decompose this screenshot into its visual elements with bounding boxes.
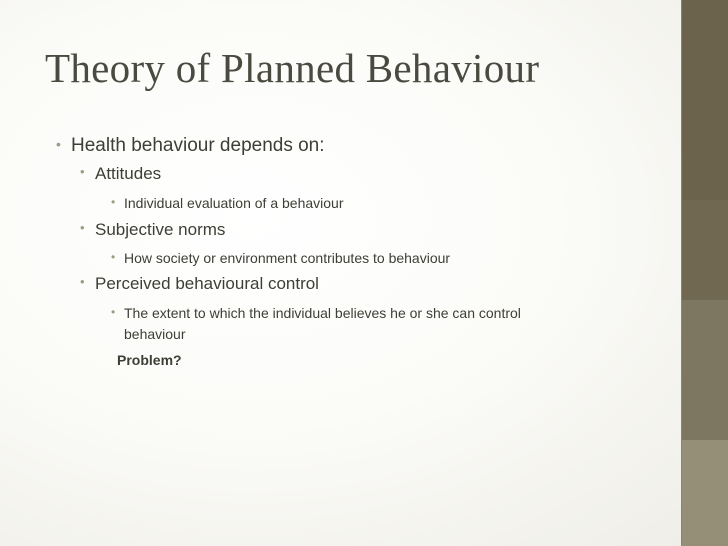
bullet-text: behaviour bbox=[124, 326, 186, 342]
bullet-item bbox=[56, 135, 325, 157]
bullet-dot-icon: • bbox=[111, 195, 116, 209]
bullet-continuation bbox=[124, 326, 186, 342]
bullet-dot-icon: • bbox=[80, 220, 85, 235]
bullet-dot-icon: • bbox=[56, 136, 61, 152]
bullet-text: Attitudes bbox=[95, 164, 162, 183]
bullet-text: Health behaviour depends on: bbox=[71, 135, 325, 156]
sidebar-block bbox=[682, 300, 728, 440]
bullet-text: Subjective norms bbox=[95, 220, 226, 239]
bullet-dot-icon: • bbox=[111, 305, 116, 319]
bullet-item bbox=[111, 195, 344, 211]
bullet-text: The extent to which the individual believes he or she can control bbox=[124, 305, 521, 321]
bullet-item bbox=[111, 250, 451, 266]
bullet-dot-icon: • bbox=[80, 164, 85, 179]
bullet-item bbox=[80, 220, 226, 240]
problem-label: Problem? bbox=[117, 352, 182, 368]
bullet-item bbox=[80, 274, 319, 294]
bullet-item bbox=[111, 305, 521, 321]
sidebar-block bbox=[682, 200, 728, 300]
sidebar-block bbox=[682, 440, 728, 546]
bullet-text: Perceived behavioural control bbox=[95, 274, 319, 293]
bullet-text: How society or environment contributes to behaviour bbox=[124, 250, 451, 266]
bullet-dot-icon: • bbox=[80, 274, 85, 289]
slide-title: Theory of Planned Behaviour bbox=[45, 45, 540, 91]
bullet-item bbox=[80, 164, 162, 184]
bullet-text: Individual evaluation of a behaviour bbox=[124, 195, 344, 211]
bullet-dot-icon: • bbox=[111, 250, 116, 264]
